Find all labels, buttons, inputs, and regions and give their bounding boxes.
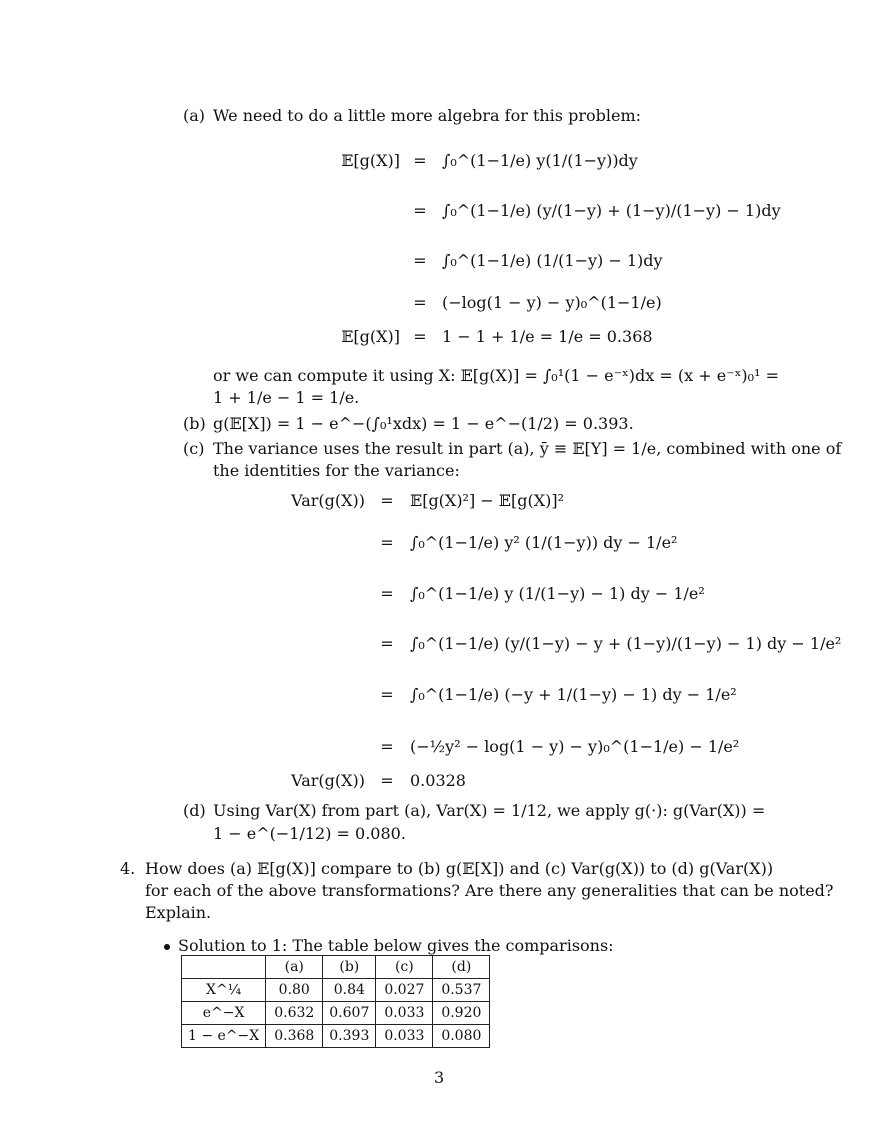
equation-rhs: 𝔼[g(X)²] − 𝔼[g(X)]²	[410, 491, 564, 510]
part-d-line-1: Using Var(X) from part (a), Var(X) = 1/12, we apply g(·): g(Var(X)) =	[213, 801, 766, 820]
equation-row	[0, 324, 880, 350]
question-4-line-3: Explain.	[145, 903, 212, 922]
equation-lhs: Var(g(X))	[291, 771, 365, 790]
table-header-cell	[182, 956, 266, 979]
equation-row	[0, 488, 880, 514]
equation-row	[0, 198, 880, 224]
equation-row	[0, 290, 880, 316]
table-cell: 0.393	[323, 1025, 376, 1048]
equation-relation: =	[413, 293, 427, 312]
equation-relation: =	[380, 634, 394, 653]
question-4-number: 4.	[120, 859, 136, 878]
table-row	[182, 1025, 490, 1048]
part-d-label: (d)	[183, 801, 206, 820]
equation-row	[0, 148, 880, 174]
equation-row	[0, 682, 880, 708]
equation-row	[0, 581, 880, 607]
table-cell: 0.033	[376, 1025, 433, 1048]
table-header-cell: (b)	[323, 956, 376, 979]
table-cell: e^−X	[182, 1002, 266, 1025]
equation-rhs: ∫₀^(1−1/e) (−y + 1/(1−y) − 1) dy − 1/e²	[410, 685, 737, 704]
part-c-label: (c)	[183, 439, 205, 458]
equation-lhs: Var(g(X))	[291, 491, 365, 510]
equation-relation: =	[380, 737, 394, 756]
table-cell: 0.607	[323, 1002, 376, 1025]
equation-rhs: ∫₀^(1−1/e) y(1/(1−y))dy	[442, 151, 638, 170]
part-a-alt-line-1: or we can compute it using X: 𝔼[g(X)] = ∫₀¹(1 − e⁻ˣ)dx = (x + e⁻ˣ)₀¹ =	[213, 366, 779, 385]
part-a-intro: We need to do a little more algebra for this problem:	[213, 106, 642, 125]
equation-relation: =	[413, 251, 427, 270]
part-d-line-2: 1 − e^(−1/12) = 0.080.	[213, 824, 406, 843]
table-cell: 0.537	[433, 979, 490, 1002]
part-a-label: (a)	[183, 106, 206, 125]
equation-rhs: (−log(1 − y) − y)₀^(1−1/e)	[442, 293, 662, 312]
equation-rhs: ∫₀^(1−1/e) (y/(1−y) − y + (1−y)/(1−y) − 1) dy − 1/e²	[410, 634, 842, 653]
equation-relation: =	[380, 771, 394, 790]
table-row	[182, 1002, 490, 1025]
equation-lhs: 𝔼[g(X)]	[341, 151, 400, 170]
solution-text: Solution to 1: The table below gives the comparisons:	[178, 936, 614, 955]
part-a-alt-line-2: 1 + 1/e − 1 = 1/e.	[213, 388, 360, 407]
table-header-cell: (d)	[433, 956, 490, 979]
page-number: 3	[434, 1068, 445, 1087]
equation-relation: =	[413, 327, 427, 346]
equation-relation: =	[380, 685, 394, 704]
table-cell: 0.027	[376, 979, 433, 1002]
equation-rhs: 0.0328	[410, 771, 466, 790]
table-header-cell: (c)	[376, 956, 433, 979]
equation-rhs: 1 − 1 + 1/e = 1/e = 0.368	[442, 327, 653, 346]
part-c-line-1: The variance uses the result in part (a), ȳ ≡ 𝔼[Y] = 1/e, combined with one of	[213, 439, 842, 458]
equation-row	[0, 631, 880, 657]
table-cell: 1 − e^−X	[182, 1025, 266, 1048]
question-4-line-2: for each of the above transformations? Are there any generalities that can be noted?	[145, 881, 834, 900]
table-header-cell: (a)	[266, 956, 323, 979]
table-cell: X^¼	[182, 979, 266, 1002]
solution-bullet	[164, 936, 614, 955]
table-cell: 0.033	[376, 1002, 433, 1025]
table-header-row	[182, 956, 490, 979]
equation-row	[0, 768, 880, 794]
equation-relation: =	[380, 533, 394, 552]
equation-row	[0, 248, 880, 274]
comparison-table	[181, 955, 490, 1048]
comparison-table-wrapper	[181, 955, 490, 1048]
table-cell: 0.84	[323, 979, 376, 1002]
equation-rhs: ∫₀^(1−1/e) y² (1/(1−y)) dy − 1/e²	[410, 533, 678, 552]
equation-lhs: 𝔼[g(X)]	[341, 327, 400, 346]
equation-row	[0, 530, 880, 556]
equation-row	[0, 734, 880, 760]
part-c-line-2: the identities for the variance:	[213, 461, 460, 480]
part-b-text: g(𝔼[X]) = 1 − e^−(∫₀¹xdx) = 1 − e^−(1/2) = 0.393.	[213, 414, 634, 433]
table-row	[182, 979, 490, 1002]
equation-relation: =	[380, 491, 394, 510]
table-cell: 0.920	[433, 1002, 490, 1025]
table-cell: 0.368	[266, 1025, 323, 1048]
question-4-line-1: How does (a) 𝔼[g(X)] compare to (b) g(𝔼[X]) and (c) Var(g(X)) to (d) g(Var(X))	[145, 859, 774, 878]
equation-relation: =	[413, 201, 427, 220]
bullet-icon	[164, 944, 170, 950]
equation-rhs: ∫₀^(1−1/e) (y/(1−y) + (1−y)/(1−y) − 1)dy	[442, 201, 781, 220]
equation-relation: =	[413, 151, 427, 170]
table-cell: 0.632	[266, 1002, 323, 1025]
part-b-label: (b)	[183, 414, 206, 433]
equation-relation: =	[380, 584, 394, 603]
table-cell: 0.080	[433, 1025, 490, 1048]
equation-rhs: ∫₀^(1−1/e) (1/(1−y) − 1)dy	[442, 251, 663, 270]
equation-rhs: ∫₀^(1−1/e) y (1/(1−y) − 1) dy − 1/e²	[410, 584, 705, 603]
equation-rhs: (−½y² − log(1 − y) − y)₀^(1−1/e) − 1/e²	[410, 737, 740, 756]
table-cell: 0.80	[266, 979, 323, 1002]
